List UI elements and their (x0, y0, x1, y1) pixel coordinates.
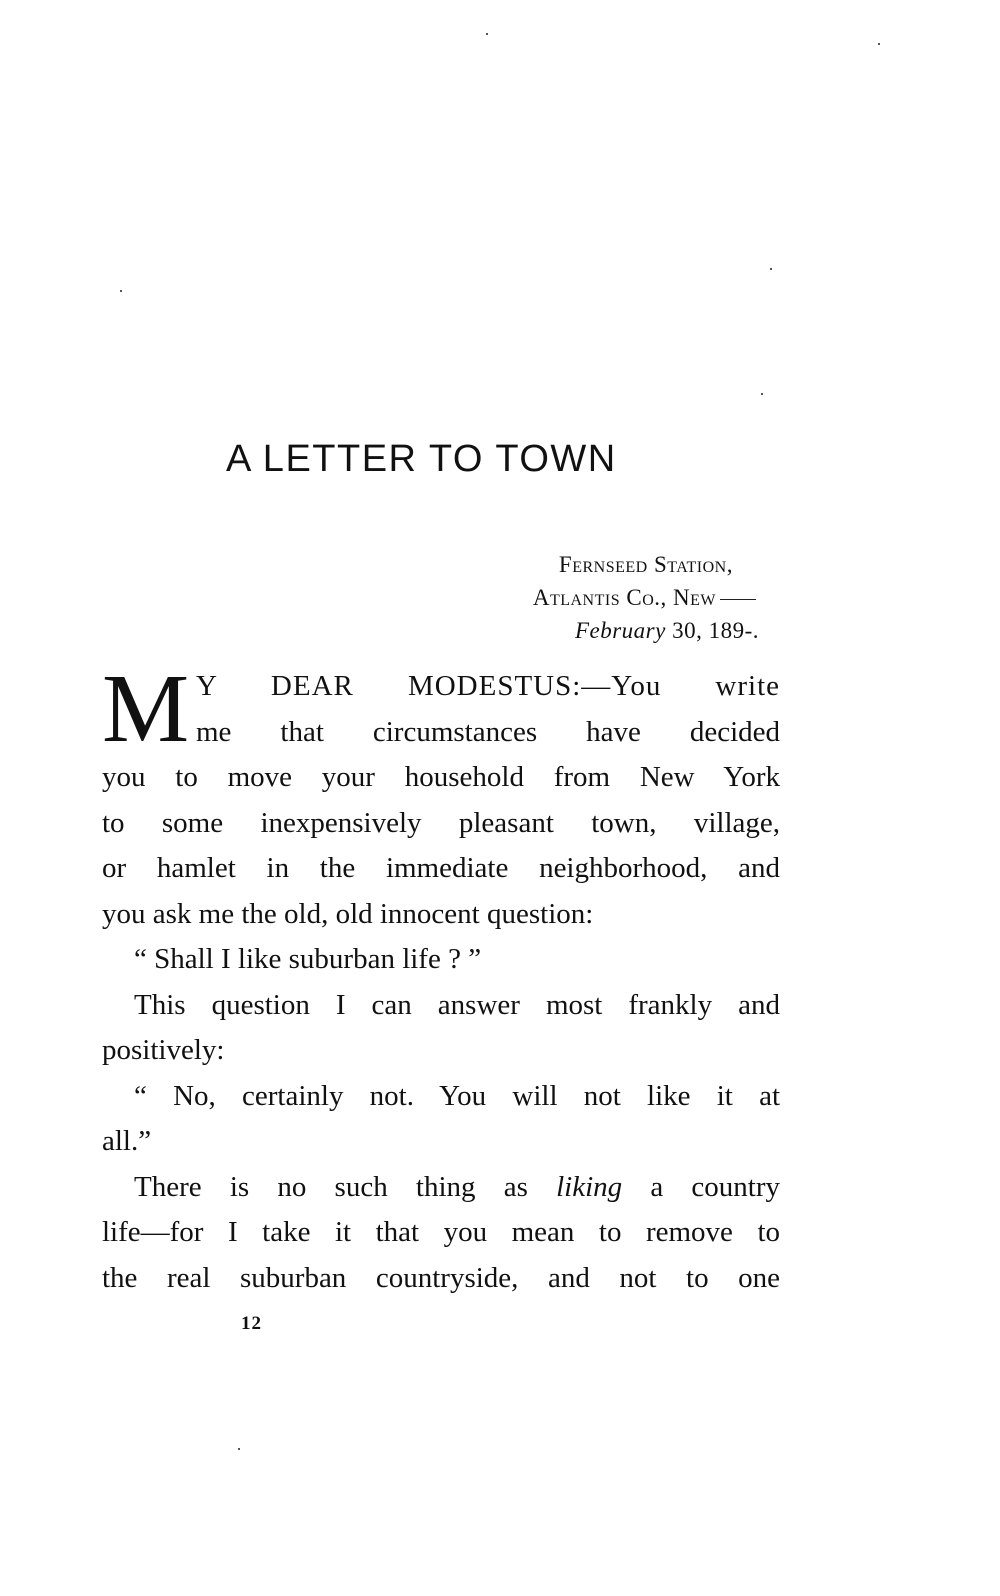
scan-speck (770, 268, 772, 270)
text-line: Y DEAR MODESTUS:—You write (196, 670, 780, 702)
dateline-day-year: 30, 189-. (672, 618, 759, 643)
dateline-county-text: Atlantis Co., New (532, 585, 716, 610)
page-number: 12 (241, 1313, 262, 1334)
scan-speck (486, 33, 488, 35)
text-line: positively: (102, 1034, 225, 1066)
text-line: life—for I take it that you mean to remove to (102, 1216, 780, 1248)
quoted-question: “ Shall I like suburban life ? ” (134, 943, 482, 975)
text-line: This question I can answer most frankly and (134, 988, 780, 1021)
dateline-dash (720, 599, 756, 600)
text-line: me that circumstances have decided (196, 715, 780, 748)
dateline-month: February (574, 618, 666, 643)
text-line: all.” (102, 1125, 152, 1157)
text-fragment: There is no such thing as (134, 1170, 528, 1203)
quoted-answer: “ No, certainly not. You will not like it at (134, 1079, 780, 1112)
text-line: you to move your household from New York (102, 761, 780, 793)
letter-body (102, 655, 781, 1301)
scan-speck (878, 43, 880, 45)
emphasis-word: liking (556, 1170, 623, 1203)
dateline-county (380, 581, 780, 614)
text-line: the real suburban countryside, and not to one (102, 1261, 780, 1294)
text-fragment: a country (650, 1170, 781, 1203)
drop-cap: M (102, 655, 190, 763)
dateline-place: Fernseed Station, (558, 552, 733, 577)
scan-speck (761, 393, 763, 395)
dateline-date (380, 614, 780, 647)
chapter-title: A LETTER TO TOWN (226, 438, 617, 480)
text-line: or hamlet in the immediate neighborhood, and (102, 852, 780, 884)
letter-dateline (380, 548, 780, 647)
text-line (102, 1165, 780, 1211)
salutation-paragraph (102, 655, 780, 763)
text-line: to some inexpensively pleasant town, village, (102, 806, 780, 839)
scan-speck (120, 290, 122, 292)
text-line: you ask me the old, old innocent question: (102, 897, 594, 930)
scan-speck (238, 1448, 240, 1450)
